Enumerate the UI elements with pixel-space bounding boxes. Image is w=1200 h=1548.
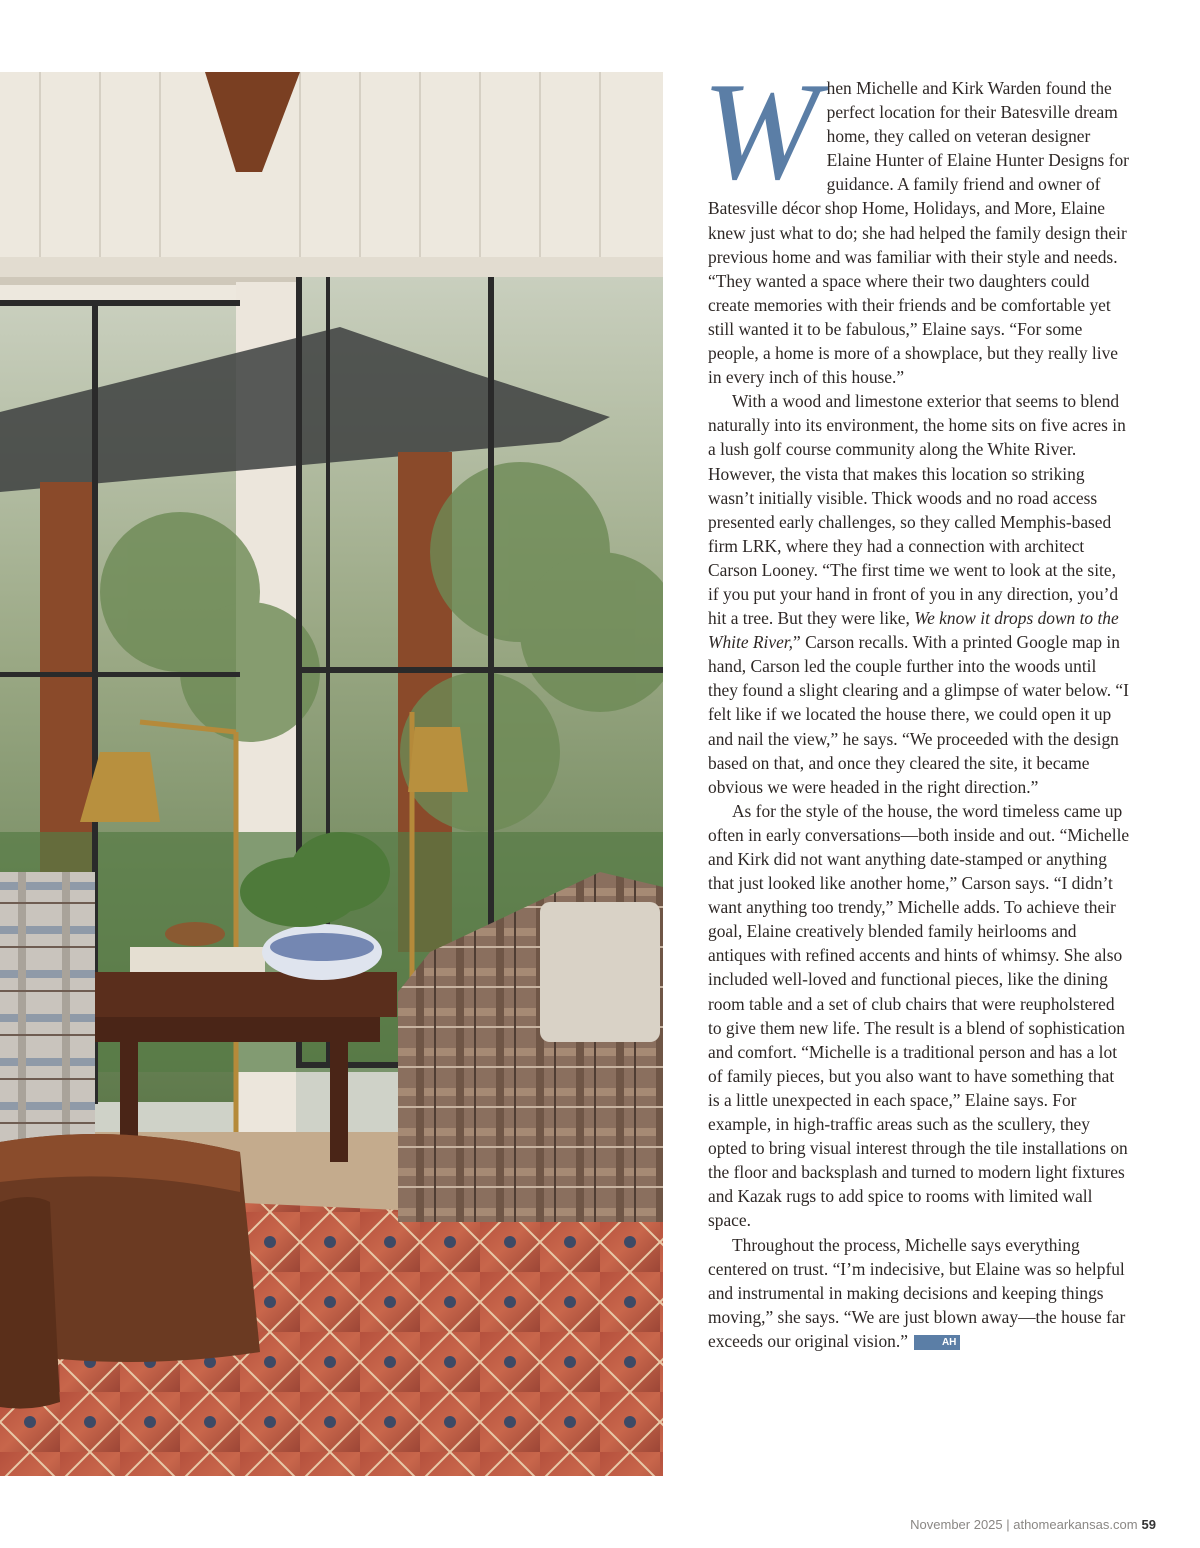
- page-footer: [910, 1517, 1156, 1532]
- interior-photo: [0, 72, 663, 1476]
- living-room-photo-icon: [0, 72, 663, 1476]
- footer-issue: November 2025 | athomearkansas.com: [910, 1517, 1138, 1532]
- paragraph-4: [708, 1233, 1130, 1353]
- paragraph-4-text: Throughout the process, Michelle says everything centered on trust. “I’m indecisive, but Elaine was so helpful and instrumental in making decisions and keeping things moving,” she says. “We are just blown away—the house far exceeds our original vision.”: [708, 1234, 1126, 1351]
- paragraph-2: [708, 389, 1130, 799]
- paragraph-3: As for the style of the house, the word timeless came up often in early conversations—both inside and out. “Michelle and Kirk did not want anything date-stamped or anything that just looked like another home,” Carson says. “I didn’t want anything too trendy,” Michelle adds. To achieve their goal, Elaine creatively blended family heirlooms and antiques with refined accents and hints of whimsy. She also included well-loved and functional pieces, like the dining room table and a set of club chairs that were reupholstered to give them new life. The result is a blend of sophistication and comfort. “Michelle is a traditional person and has a lot of family pieces, but you also want to have something that is a little unexpected in each space,” Elaine says. For example, in high-traffic areas such as the scullery, they opted to bring visual interest through the tile installations on the floor and backsplash and turned to modern light fixtures and Kazak rugs to add spice to rooms with limited wall space.: [708, 800, 1130, 1231]
- paragraph-2-italic: We know it drops down to the White River,: [708, 608, 1119, 653]
- paragraph-1: [702, 54, 1130, 389]
- end-mark-logo: AH: [914, 1335, 960, 1350]
- paragraph-1-text: hen Michelle and Kirk Warden found the perfect location for their Batesville dream home, they called on veteran designer Elaine Hunter of Elaine Hunter Designs for guidance. A family friend and owner of Batesville décor shop Home, Holidays, and More, Elaine knew just what to do; she had helped the family design their previous home and was familiar with their style and needs. “They wanted a space where their two daughters could create memories with their friends and be comfortable yet still wanted it to be fabulous,” Elaine says. “For some people, a home is more of a showplace, but they really live in every inch of this house.”: [708, 78, 1129, 388]
- article-body: [702, 54, 1130, 1353]
- paragraph-2-text-b: ” Carson recalls. With a printed Google map in hand, Carson led the couple further into the woods until they found a slight clearing and a glimpse of water below. “I felt like if we located the house there, we could open it up and nail the view,” he says. “We proceeded with the design based on that, and once they cleared the site, it became obvious we were headed in the right direction.”: [708, 632, 1129, 797]
- paragraph-2-text-a: With a wood and limestone exterior that seems to blend naturally into its environment, the home sits on five acres in a lush golf course community along the White River. However, the vista that makes this location so striking wasn’t initially visible. Thick woods and no road access presented early challenges, so they called Memphis-based firm LRK, where they had a connection with architect Carson Looney. “The first time we went to look at the site, if you put your hand in front of you in any direction, you’d hit a tree. But they were like,: [708, 391, 1126, 629]
- drop-cap: W: [702, 54, 819, 209]
- page-number: 59: [1141, 1517, 1156, 1532]
